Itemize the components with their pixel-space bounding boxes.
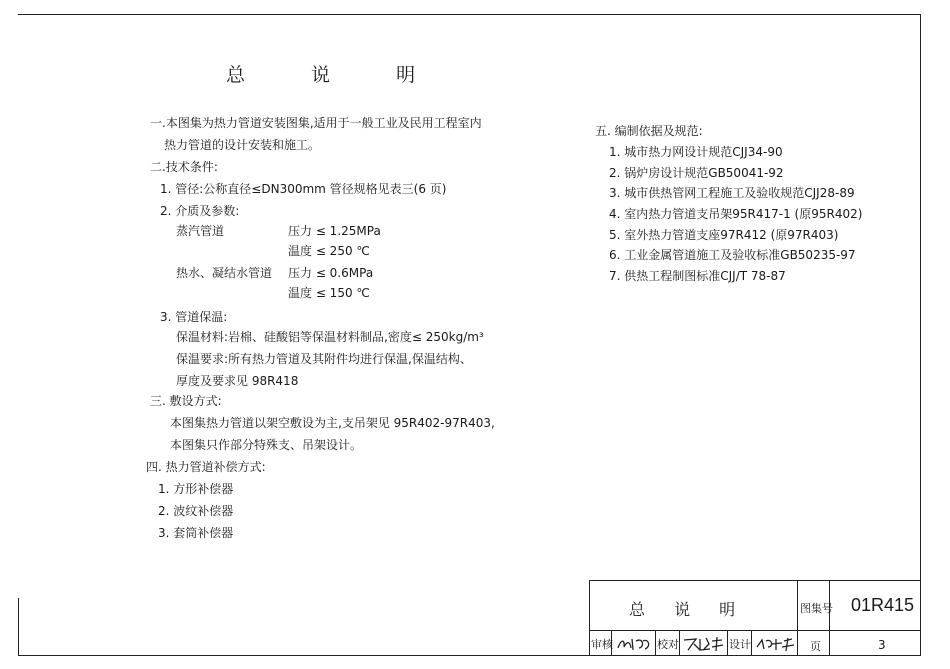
text-line: 蒸汽管道 [176,224,225,238]
text-line: 温度 ≤ 250 ℃ [288,244,370,258]
text-line: 本图集只作部分特殊支、吊架设计。 [170,438,363,452]
atlas-number: 01R415 [851,595,915,615]
title-block-mid-line [589,630,921,631]
frame-top-border [18,14,921,15]
text-line: 5. 室外热力管道支座97R412 (原97R403) [609,228,839,242]
title-block-divider [829,580,830,656]
text-line: 温度 ≤ 150 ℃ [288,286,370,300]
text-line: 2. 介质及参数: [160,204,240,218]
text-line: 3. 套筒补偿器 [158,526,234,540]
text-line: 2. 锅炉房设计规范GB50041-92 [609,166,784,180]
title-block-divider [751,630,752,656]
title-block [589,580,921,656]
text-line: 厚度及要求见 98R418 [176,374,299,388]
text-line: 本图集热力管道以架空敷设为主,支吊架见 95R402-97R403, [170,416,495,430]
text-line: 保温要求:所有热力管道及其附件均进行保温,保温结构、 [176,352,472,366]
text-line: 热力管道的设计安装和施工。 [164,138,321,152]
title-block-divider [655,630,656,656]
text-line: 6. 工业金属管道施工及验收标准GB50235-97 [609,248,856,262]
page-title: 总 说 明 [226,64,446,86]
text-line: 五. 编制依据及规范: [595,124,703,138]
text-line: 3. 管道保温: [160,310,228,324]
design-label: 设计 [729,638,751,651]
text-line: 2. 波纹补偿器 [158,504,234,518]
check-label: 校对 [657,638,679,651]
title-block-left-line [589,580,590,656]
checker-signature [682,635,726,651]
text-line: 一.本图集为热力管道安装图集,适用于一般工业及民用工程室内 [150,116,482,130]
text-line: 二.技术条件: [150,160,218,174]
title-block-divider [679,630,680,656]
text-line: 热水、凝结水管道 [176,266,273,280]
page-number: 3 [878,638,886,652]
title-block-top-line [589,580,921,581]
text-line: 1. 管径:公称直径≤DN300mm 管径规格见表三(6 页) [160,182,447,196]
title-block-divider [727,630,728,656]
atlas-number-label: 图集号 [800,602,833,615]
text-line: 1. 方形补偿器 [158,482,234,496]
text-line: 7. 供热工程制图标准CJJ/T 78-87 [609,269,786,283]
text-line: 保温材料:岩棉、硅酸铝等保温材料制品,密度≤ 250kg/m³ [176,330,484,344]
text-line: 压力 ≤ 1.25MPa [288,224,381,238]
designer-signature [754,635,796,651]
frame-left-border [18,598,19,656]
page-label: 页 [810,640,821,653]
text-line: 1. 城市热力网设计规范CJJ34-90 [609,145,783,159]
title-block-divider [797,580,798,656]
text-line: 四. 热力管道补偿方式: [146,460,266,474]
text-line: 4. 室内热力管道支吊架95R417-1 (原95R402) [609,207,863,221]
text-line: 三. 敷设方式: [150,394,222,408]
text-line: 压力 ≤ 0.6MPa [288,266,374,280]
text-line: 3. 城市供热管网工程施工及验收规范CJJ28-89 [609,186,855,200]
frame-right-border [920,14,921,656]
review-label: 审核 [591,638,613,651]
reviewer-signature [615,635,653,651]
title-block-title: 总 说 明 [629,600,748,619]
